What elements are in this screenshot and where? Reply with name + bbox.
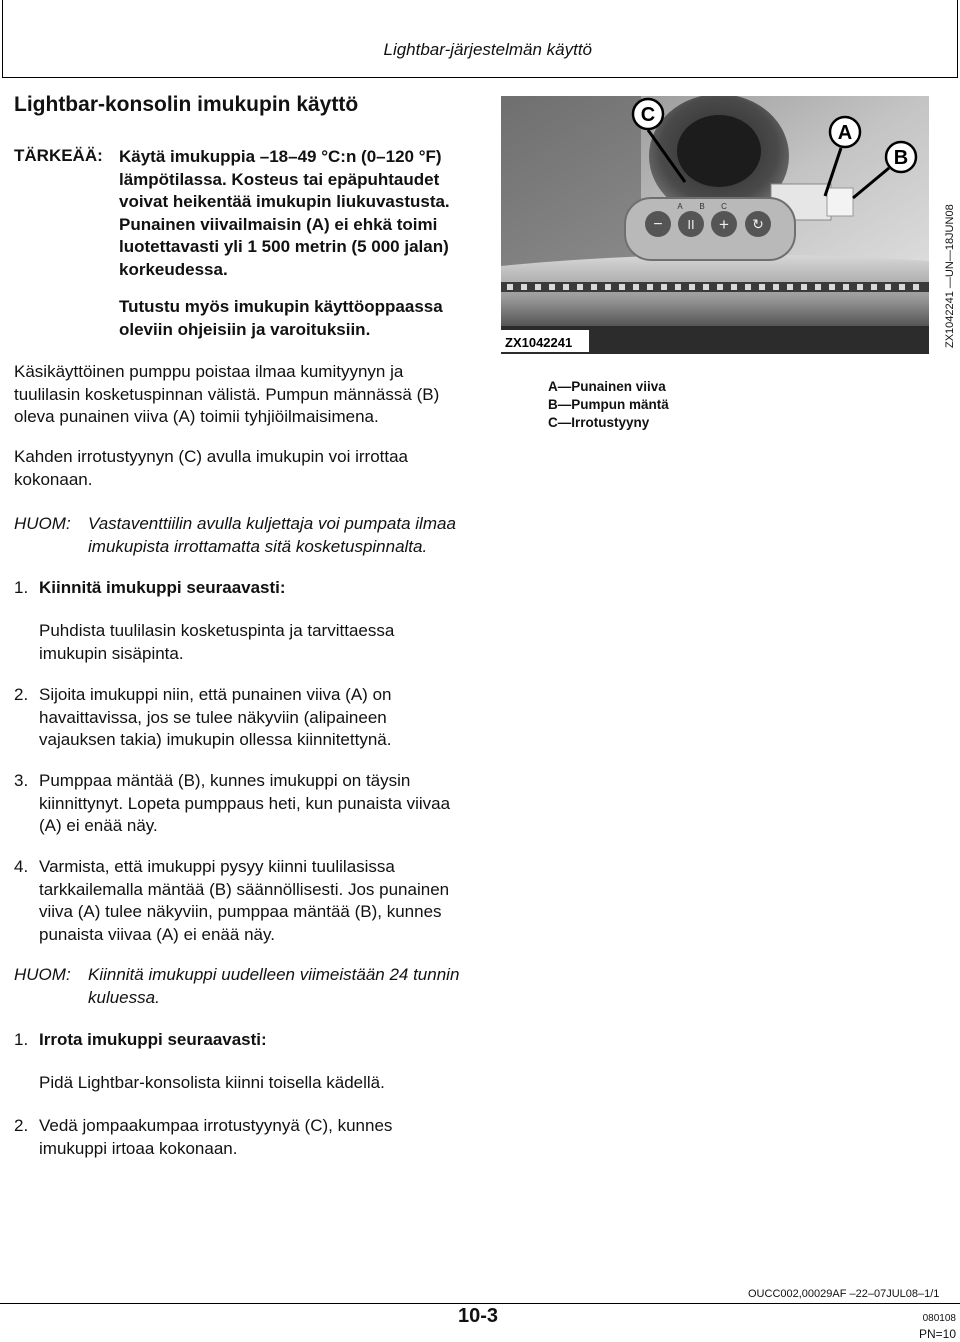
step-line: tarkkailemalla mäntää (B) säännöllisesti. Jos punainen <box>39 879 450 899</box>
frame-right-rule <box>957 0 958 78</box>
pn-code: PN=10 <box>918 1327 956 1341</box>
attach-heading-number: 1. <box>14 578 29 597</box>
release-line: Kahden irrotustyynyn (C) avulla imukupin voi irrottaa <box>14 447 409 466</box>
important-extra-line: oleviin ohjeisiin ja varoituksiin. <box>119 319 371 339</box>
legend-item: A—Punainen viiva <box>548 379 666 394</box>
callout-a: A <box>837 122 853 144</box>
button-letter: B <box>699 202 705 211</box>
photo-illustration <box>501 96 929 354</box>
step-line: Pumppaa mäntää (B), kunnes imukuppi on täysin <box>39 771 411 790</box>
important-line: voivat heikentää imukupin liukuvastusta. <box>119 192 450 211</box>
footer-rule <box>0 1303 960 1304</box>
note-label: HUOM: <box>14 514 71 533</box>
step-line: (A) ei enää näy. <box>39 816 158 835</box>
svg-text:+: + <box>719 215 729 234</box>
position-step <box>39 684 479 752</box>
note-text <box>88 513 498 558</box>
step-number: 4. <box>14 857 29 876</box>
svg-text:↻: ↻ <box>752 216 764 232</box>
button-letter: A <box>677 202 683 211</box>
running-title: Lightbar-järjestelmän käyttö <box>383 40 592 59</box>
intro-line: oleva punainen viiva (A) toimii tyhjiöilmaisimena. <box>14 407 379 426</box>
note-line: Kiinnitä imukuppi uudelleen viimeistään 24 tunnin <box>88 965 460 984</box>
intro-line: tuulilasin kosketuspinnan välistä. Pumpun männässä (B) <box>14 384 440 404</box>
step-number: 2. <box>14 1116 29 1135</box>
clean-line: imukupin sisäpinta. <box>39 643 184 663</box>
step-line: punaista viivaa (A) ei enää näy. <box>39 924 275 944</box>
step-line: vajauksen takia) imukupin ollessa kiinnitettynä. <box>39 730 392 749</box>
important-extra-line: Tutustu myös imukupin käyttöoppaassa <box>119 297 443 316</box>
page-number: 10-3 <box>458 1305 499 1327</box>
remove-heading: Irrota imukuppi seuraavasti: <box>39 1030 267 1049</box>
important-line: luotettavasti yli 1 500 metrin (5 000 jalan) <box>119 237 449 256</box>
doc-code: OUCC002,00029AF –22–07JUL08–1/1 <box>748 1288 940 1300</box>
important-text <box>119 146 450 281</box>
important-line: korkeudessa. <box>119 259 228 279</box>
step-line: Sijoita imukuppi niin, että punainen viiva (A) on <box>39 685 392 704</box>
release-line: kokonaan. <box>14 469 93 489</box>
release-paragraph <box>14 446 484 491</box>
important-line: lämpötilassa. Kosteus tai epäpuhtaudet <box>119 169 440 189</box>
button-letter: C <box>721 202 727 211</box>
step-number: 3. <box>14 771 29 790</box>
clean-line: Puhdista tuulilasin kosketuspinta ja tarvittaessa <box>39 621 395 640</box>
step-number: 2. <box>14 685 29 704</box>
suction-cup-photo <box>501 96 929 354</box>
intro-paragraph <box>14 361 484 429</box>
pump-step <box>39 770 479 838</box>
note-label: HUOM: <box>14 965 71 984</box>
step-line: havaittavissa, jos se tulee näkyviin (alipaineen <box>39 707 387 727</box>
clean-step <box>39 620 479 665</box>
important-line: Punainen viivailmaisin (A) ei ehkä toimi <box>119 214 438 234</box>
attach-heading: Kiinnitä imukuppi seuraavasti: <box>39 578 286 597</box>
step-line: imukuppi irtoaa kokonaan. <box>39 1138 238 1158</box>
intro-line: Käsikäyttöinen pumppu poistaa ilmaa kumityynyn ja <box>14 362 404 381</box>
header-rule <box>2 77 958 78</box>
verify-step <box>39 856 479 946</box>
photo-code: ZX1042241 <box>505 335 573 350</box>
note-line: imukupista irrottamatta sitä kosketuspinnalta. <box>88 536 428 556</box>
remove-heading-number: 1. <box>14 1030 29 1049</box>
figure-id-vertical: ZX1042241 —UN—18JUN08 <box>944 204 956 348</box>
important-label: TÄRKEÄÄ: <box>14 146 103 165</box>
note-text <box>88 964 498 1009</box>
important-extra <box>119 296 443 341</box>
callout-c: C <box>640 104 656 126</box>
callout-b: B <box>893 147 909 169</box>
frame-left-rule <box>2 0 3 78</box>
section-title: Lightbar-konsolin imukupin käyttö <box>14 93 359 116</box>
figure-legend <box>548 378 669 432</box>
legend-item: C—Irrotustyyny <box>548 415 650 430</box>
note-line: Vastaventtiilin avulla kuljettaja voi pumpata ilmaa <box>88 514 456 533</box>
legend-item: B—Pumpun mäntä <box>548 397 669 412</box>
svg-text:−: − <box>653 216 663 233</box>
step-line: viiva (A) tulee näkyviin, pumppaa mäntää (B), kunnes <box>39 902 442 921</box>
step-line: Vedä jompaakumpaa irrotustyynyä (C), kunnes <box>39 1116 393 1135</box>
svg-text:II: II <box>687 217 695 232</box>
hold-step: Pidä Lightbar-konsolista kiinni toisella kädellä. <box>39 1073 385 1092</box>
pull-step <box>39 1115 479 1160</box>
important-line: Käytä imukuppia –18–49 °C:n (0–120 °F) <box>119 147 442 166</box>
date-code: 080108 <box>922 1313 956 1324</box>
step-line: Varmista, että imukuppi pysyy kiinni tuulilasissa <box>39 857 395 876</box>
note-line: kuluessa. <box>88 987 160 1007</box>
step-line: kiinnittynyt. Lopeta pumppaus heti, kun punaista viivaa <box>39 793 451 813</box>
